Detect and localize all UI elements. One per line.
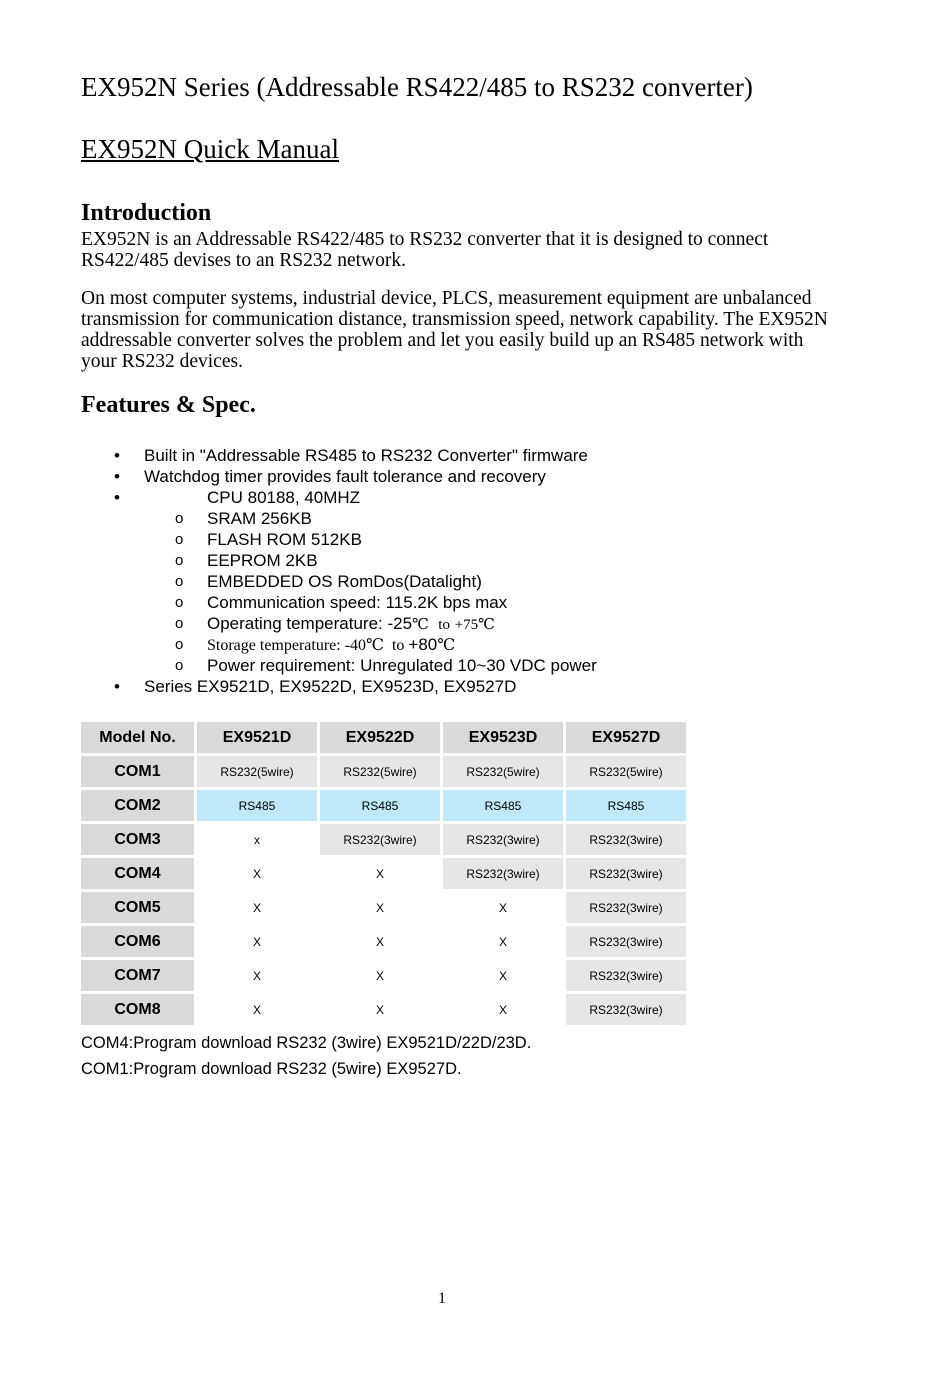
table-cell: RS232(5wire) bbox=[566, 756, 686, 787]
table-cell: RS232(3wire) bbox=[443, 824, 563, 855]
table-cell: RS232(3wire) bbox=[566, 892, 686, 923]
operating-temp-value-2: +75 bbox=[454, 617, 479, 633]
row-header: COM7 bbox=[81, 960, 194, 991]
table-cell: X bbox=[197, 892, 317, 923]
table-cell: X bbox=[443, 994, 563, 1025]
table-cell: RS232(5wire) bbox=[443, 756, 563, 787]
table-cell: RS232(3wire) bbox=[443, 858, 563, 889]
row-header: COM8 bbox=[81, 994, 194, 1025]
row-header: COM5 bbox=[81, 892, 194, 923]
table-cell: RS232(5wire) bbox=[320, 756, 440, 787]
bullet-icon: • bbox=[114, 488, 120, 507]
table-row bbox=[81, 994, 686, 1025]
model-com-table bbox=[78, 719, 689, 1028]
bullet-icon: • bbox=[114, 467, 120, 486]
table-row bbox=[81, 926, 686, 957]
feature-operating-temp bbox=[207, 614, 495, 635]
table-cell: X bbox=[443, 960, 563, 991]
table-row bbox=[81, 756, 686, 787]
bullet-icon: • bbox=[114, 446, 120, 465]
table-cell: RS232(3wire) bbox=[566, 994, 686, 1025]
table-cell: X bbox=[197, 926, 317, 957]
feature-watchdog: Watchdog timer provides fault tolerance and recovery bbox=[144, 467, 546, 486]
document-title: EX952N Series (Addressable RS422/485 to RS232 converter) bbox=[81, 72, 753, 102]
sub-bullet-icon: o bbox=[175, 594, 184, 611]
page-number: 1 bbox=[438, 1290, 446, 1307]
feature-cpu: CPU 80188, 40MHZ bbox=[207, 488, 361, 507]
table-row bbox=[81, 790, 686, 821]
sub-bullet-icon: o bbox=[175, 552, 184, 569]
storage-temp-label: Storage temperature: -40 bbox=[207, 637, 367, 654]
feature-comm-speed: Communication speed: 115.2K bps max bbox=[207, 593, 508, 612]
features-heading: Features & Spec. bbox=[81, 392, 256, 418]
introduction-paragraph-2: On most computer systems, industrial device, PLCS, measurement equipment are unbalanced transmission for communication distance, transmission speed, network capability. The EX952N addressable converter solves the problem and let you easily build up an RS485 network with your RS232 devices. bbox=[81, 288, 828, 372]
feature-os: EMBEDDED OS RomDos(Datalight) bbox=[207, 572, 482, 591]
table-cell: RS232(3wire) bbox=[566, 858, 686, 889]
table-cell: RS232(5wire) bbox=[197, 756, 317, 787]
table-cell: x bbox=[197, 824, 317, 855]
column-header: EX9527D bbox=[566, 722, 686, 753]
table-cell: RS485 bbox=[320, 790, 440, 821]
storage-temp-unit-1: ℃ bbox=[366, 637, 384, 654]
note-com1: COM1:Program download RS232 (5wire) EX9527D. bbox=[81, 1060, 462, 1078]
table-cell: RS232(3wire) bbox=[566, 960, 686, 991]
bullet-icon: • bbox=[114, 677, 120, 696]
column-header: EX9522D bbox=[320, 722, 440, 753]
sub-bullet-icon: o bbox=[175, 615, 184, 632]
table-cell: RS232(3wire) bbox=[320, 824, 440, 855]
sub-bullet-icon: o bbox=[175, 573, 184, 590]
table-row bbox=[81, 824, 686, 855]
table-cell: X bbox=[443, 926, 563, 957]
table-cell: X bbox=[197, 960, 317, 991]
feature-flash: FLASH ROM 512KB bbox=[207, 530, 362, 549]
sub-bullet-icon: o bbox=[175, 636, 184, 653]
column-header: EX9521D bbox=[197, 722, 317, 753]
feature-storage-temp bbox=[207, 635, 455, 656]
table-cell: RS485 bbox=[566, 790, 686, 821]
sub-bullet-icon: o bbox=[175, 657, 184, 674]
operating-temp-to: to bbox=[438, 617, 450, 633]
introduction-heading: Introduction bbox=[81, 200, 212, 226]
table-cell: X bbox=[320, 960, 440, 991]
table-row bbox=[81, 960, 686, 991]
table-cell: X bbox=[320, 892, 440, 923]
operating-temp-label: Operating temperature: -25 bbox=[207, 614, 413, 633]
sub-bullet-icon: o bbox=[175, 510, 184, 527]
feature-firmware: Built in "Addressable RS485 to RS232 Converter" firmware bbox=[144, 446, 588, 465]
table-row bbox=[81, 858, 686, 889]
feature-sram: SRAM 256KB bbox=[207, 509, 312, 528]
table-cell: X bbox=[320, 994, 440, 1025]
operating-temp-unit-1: ℃ bbox=[412, 617, 429, 633]
column-header: EX9523D bbox=[443, 722, 563, 753]
table-cell: RS232(3wire) bbox=[566, 926, 686, 957]
feature-power: Power requirement: Unregulated 10~30 VDC power bbox=[207, 656, 597, 675]
storage-temp-unit-2: ℃ bbox=[437, 637, 456, 654]
table-cell: X bbox=[197, 858, 317, 889]
table-cell: X bbox=[320, 926, 440, 957]
row-header: COM4 bbox=[81, 858, 194, 889]
row-header: COM2 bbox=[81, 790, 194, 821]
table-cell: X bbox=[443, 892, 563, 923]
table-cell: X bbox=[197, 994, 317, 1025]
feature-series: Series EX9521D, EX9522D, EX9523D, EX9527D bbox=[144, 677, 517, 696]
feature-eeprom: EEPROM 2KB bbox=[207, 551, 318, 570]
operating-temp-unit-2: ℃ bbox=[478, 617, 495, 633]
table-cell: X bbox=[320, 858, 440, 889]
table-cell: RS485 bbox=[443, 790, 563, 821]
storage-temp-value-2: +80 bbox=[408, 635, 438, 654]
table-cell: RS485 bbox=[197, 790, 317, 821]
introduction-paragraph-1: EX952N is an Addressable RS422/485 to RS232 converter that it is designed to connect RS422/485 devises to an RS232 network. bbox=[81, 229, 769, 271]
row-header: COM6 bbox=[81, 926, 194, 957]
table-row bbox=[81, 892, 686, 923]
note-com4: COM4:Program download RS232 (3wire) EX9521D/22D/23D. bbox=[81, 1034, 532, 1052]
row-header: COM1 bbox=[81, 756, 194, 787]
storage-temp-to: to bbox=[391, 637, 405, 654]
table-corner-header: Model No. bbox=[81, 722, 194, 753]
document-subtitle: EX952N Quick Manual bbox=[81, 134, 339, 164]
table-cell: RS232(3wire) bbox=[566, 824, 686, 855]
row-header: COM3 bbox=[81, 824, 194, 855]
table-header-row bbox=[81, 722, 686, 753]
sub-bullet-icon: o bbox=[175, 531, 184, 548]
